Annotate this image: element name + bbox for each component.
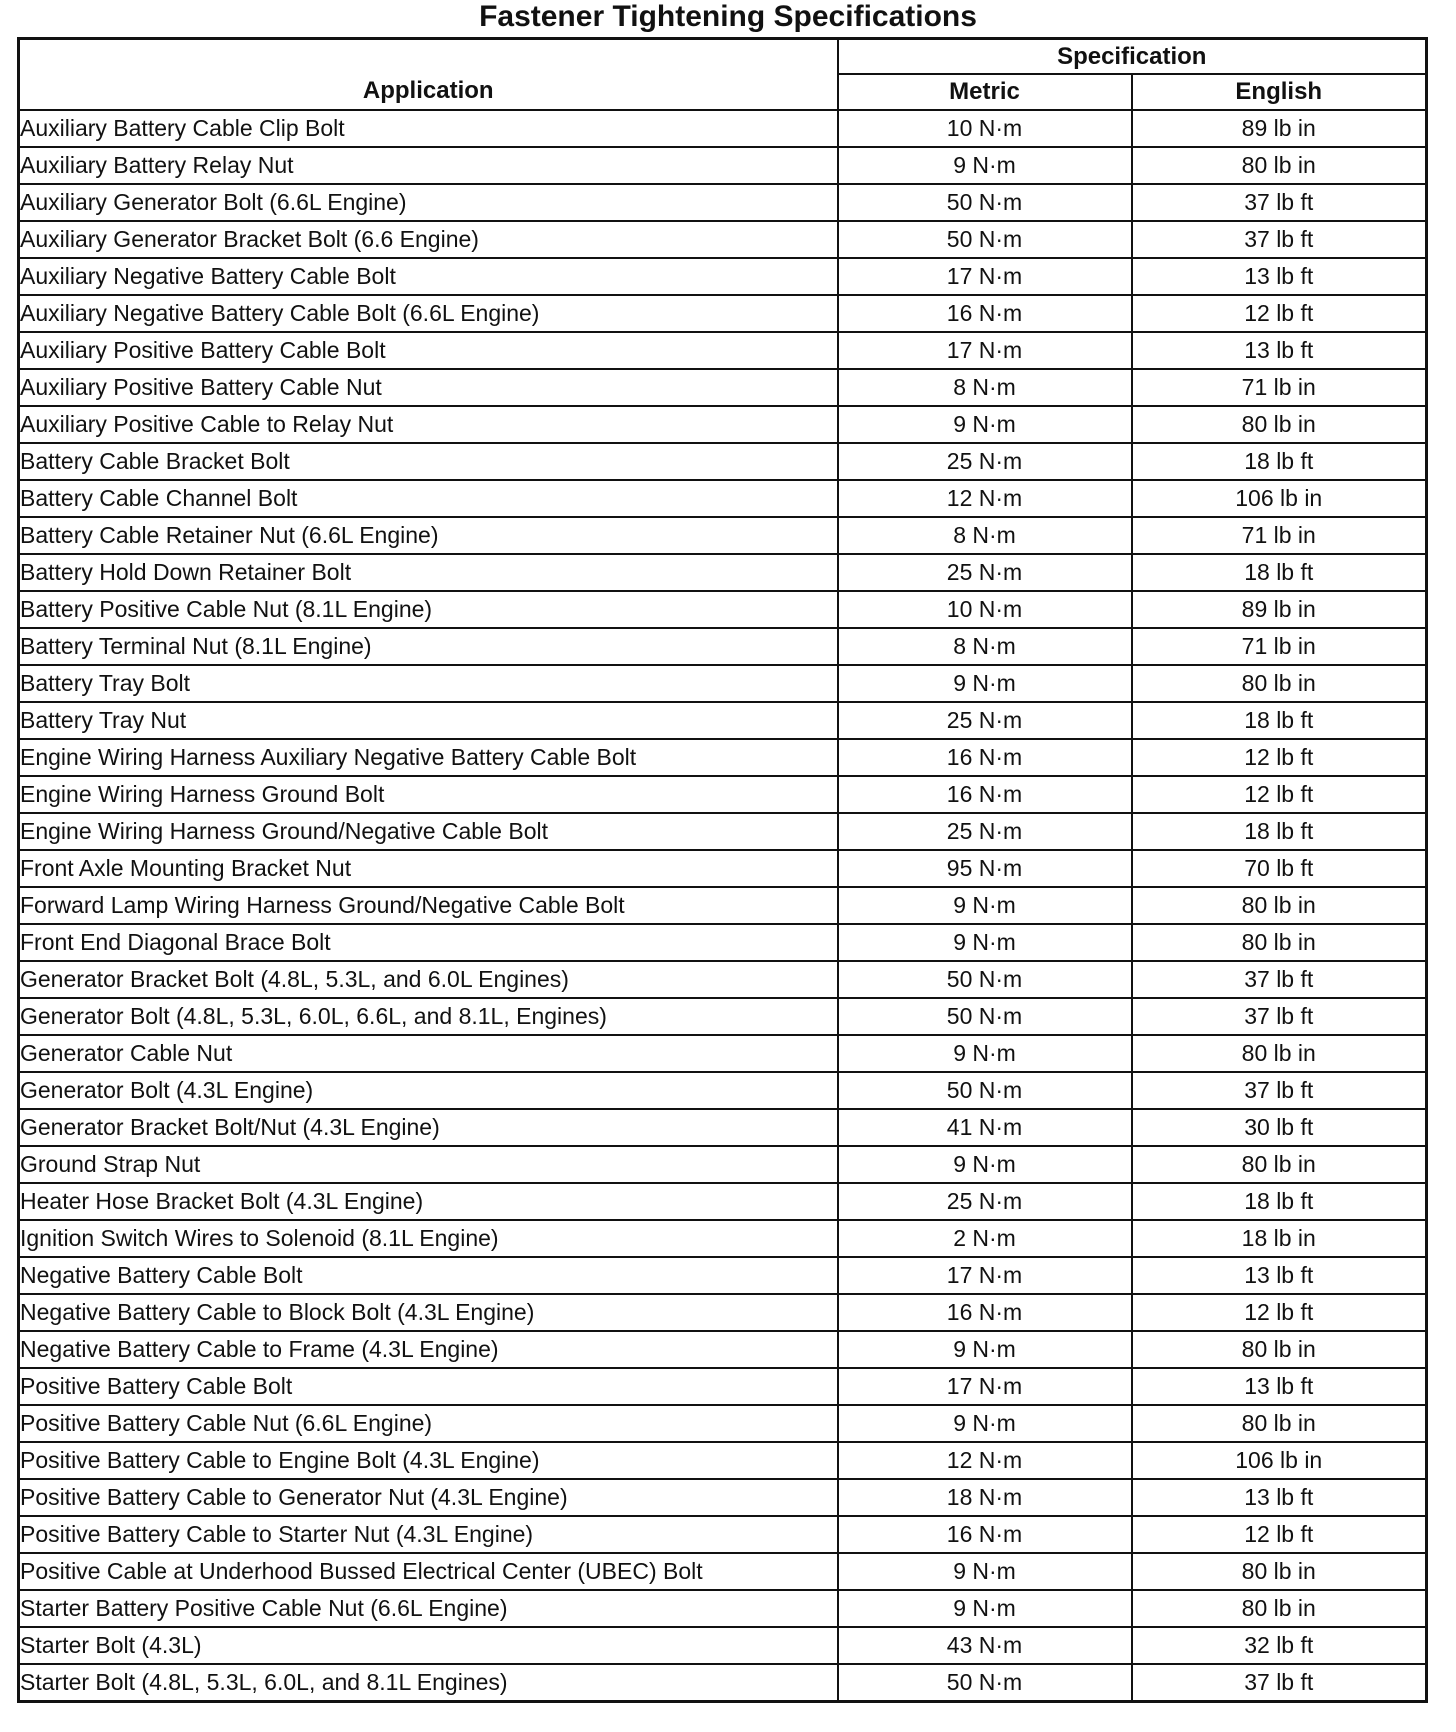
english-cell: 12 lb ft [1132,295,1427,332]
english-cell: 106 lb in [1132,1442,1427,1479]
english-cell: 18 lb ft [1132,702,1427,739]
table-row [19,332,1427,369]
application-cell: Auxiliary Positive Battery Cable Bolt [19,332,838,369]
english-cell: 12 lb ft [1132,1516,1427,1553]
application-cell: Negative Battery Cable to Block Bolt (4.3L Engine) [19,1294,838,1331]
application-cell: Battery Cable Retainer Nut (6.6L Engine) [19,517,838,554]
table-row [19,1220,1427,1257]
metric-cell: 17 N·m [838,332,1132,369]
application-cell: Front Axle Mounting Bracket Nut [19,850,838,887]
application-cell: Auxiliary Negative Battery Cable Bolt (6.6L Engine) [19,295,838,332]
table-row [19,739,1427,776]
table-row [19,998,1427,1035]
application-cell: Ignition Switch Wires to Solenoid (8.1L Engine) [19,1220,838,1257]
metric-cell: 9 N·m [838,406,1132,443]
table-row [19,850,1427,887]
application-cell: Engine Wiring Harness Ground/Negative Cable Bolt [19,813,838,850]
table-row [19,517,1427,554]
application-cell: Starter Bolt (4.8L, 5.3L, 6.0L, and 8.1L Engines) [19,1664,838,1702]
english-cell: 32 lb ft [1132,1627,1427,1664]
english-cell: 80 lb in [1132,406,1427,443]
table-row [19,1072,1427,1109]
english-cell: 37 lb ft [1132,221,1427,258]
application-cell: Battery Hold Down Retainer Bolt [19,554,838,591]
table-row [19,1405,1427,1442]
table-row [19,1294,1427,1331]
application-cell: Generator Bolt (4.3L Engine) [19,1072,838,1109]
metric-cell: 2 N·m [838,1220,1132,1257]
metric-cell: 25 N·m [838,1183,1132,1220]
table-row [19,1553,1427,1590]
table-header [19,39,1427,111]
table-row [19,1368,1427,1405]
metric-cell: 8 N·m [838,628,1132,665]
english-cell: 13 lb ft [1132,1479,1427,1516]
application-cell: Starter Bolt (4.3L) [19,1627,838,1664]
table-row [19,1146,1427,1183]
application-cell: Battery Tray Nut [19,702,838,739]
table-row [19,147,1427,184]
english-cell: 30 lb ft [1132,1109,1427,1146]
application-cell: Positive Battery Cable Nut (6.6L Engine) [19,1405,838,1442]
english-cell: 89 lb in [1132,591,1427,628]
application-cell: Auxiliary Generator Bracket Bolt (6.6 Engine) [19,221,838,258]
table-row [19,1590,1427,1627]
table-row [19,628,1427,665]
metric-cell: 10 N·m [838,110,1132,147]
header-row-top [19,39,1427,75]
english-cell: 12 lb ft [1132,739,1427,776]
metric-cell: 17 N·m [838,258,1132,295]
metric-cell: 16 N·m [838,1294,1132,1331]
table-row [19,776,1427,813]
application-cell: Auxiliary Negative Battery Cable Bolt [19,258,838,295]
table-row [19,1479,1427,1516]
application-cell: Auxiliary Positive Cable to Relay Nut [19,406,838,443]
english-cell: 89 lb in [1132,110,1427,147]
metric-cell: 16 N·m [838,776,1132,813]
metric-cell: 50 N·m [838,1664,1132,1702]
english-cell: 71 lb in [1132,628,1427,665]
application-cell: Generator Bracket Bolt/Nut (4.3L Engine) [19,1109,838,1146]
table-row [19,1442,1427,1479]
english-cell: 80 lb in [1132,1553,1427,1590]
english-cell: 13 lb ft [1132,1257,1427,1294]
english-cell: 18 lb in [1132,1220,1427,1257]
application-cell: Battery Tray Bolt [19,665,838,702]
english-cell: 80 lb in [1132,1331,1427,1368]
table-row [19,1627,1427,1664]
metric-cell: 9 N·m [838,1590,1132,1627]
english-cell: 13 lb ft [1132,258,1427,295]
application-cell: Negative Battery Cable to Frame (4.3L Engine) [19,1331,838,1368]
metric-cell: 50 N·m [838,998,1132,1035]
table-body [19,110,1427,1702]
table-row [19,221,1427,258]
english-cell: 37 lb ft [1132,998,1427,1035]
metric-cell: 12 N·m [838,480,1132,517]
application-cell: Battery Cable Bracket Bolt [19,443,838,480]
application-cell: Positive Battery Cable to Engine Bolt (4.3L Engine) [19,1442,838,1479]
application-cell: Battery Positive Cable Nut (8.1L Engine) [19,591,838,628]
english-cell: 106 lb in [1132,480,1427,517]
metric-cell: 10 N·m [838,591,1132,628]
english-cell: 13 lb ft [1132,1368,1427,1405]
metric-cell: 95 N·m [838,850,1132,887]
table-row [19,1035,1427,1072]
column-header-application: Application [19,39,838,111]
english-cell: 80 lb in [1132,665,1427,702]
table-row [19,443,1427,480]
application-cell: Auxiliary Positive Battery Cable Nut [19,369,838,406]
application-cell: Auxiliary Battery Relay Nut [19,147,838,184]
english-cell: 80 lb in [1132,887,1427,924]
metric-cell: 16 N·m [838,295,1132,332]
english-cell: 18 lb ft [1132,1183,1427,1220]
english-cell: 18 lb ft [1132,813,1427,850]
table-row [19,1331,1427,1368]
table-row [19,887,1427,924]
column-header-english: English [1132,74,1427,110]
metric-cell: 9 N·m [838,1331,1132,1368]
application-cell: Engine Wiring Harness Auxiliary Negative Battery Cable Bolt [19,739,838,776]
english-cell: 80 lb in [1132,1035,1427,1072]
english-cell: 37 lb ft [1132,1664,1427,1702]
table-row [19,369,1427,406]
metric-cell: 9 N·m [838,924,1132,961]
table-row [19,258,1427,295]
table-row [19,554,1427,591]
application-cell: Battery Cable Channel Bolt [19,480,838,517]
english-cell: 70 lb ft [1132,850,1427,887]
metric-cell: 18 N·m [838,1479,1132,1516]
metric-cell: 8 N·m [838,517,1132,554]
table-row [19,406,1427,443]
table-row [19,591,1427,628]
english-cell: 18 lb ft [1132,443,1427,480]
application-cell: Negative Battery Cable Bolt [19,1257,838,1294]
application-cell: Battery Terminal Nut (8.1L Engine) [19,628,838,665]
english-cell: 13 lb ft [1132,332,1427,369]
application-cell: Starter Battery Positive Cable Nut (6.6L Engine) [19,1590,838,1627]
application-cell: Generator Cable Nut [19,1035,838,1072]
table-row [19,110,1427,147]
table-row [19,184,1427,221]
metric-cell: 50 N·m [838,184,1132,221]
metric-cell: 9 N·m [838,1035,1132,1072]
application-cell: Auxiliary Battery Cable Clip Bolt [19,110,838,147]
table-row [19,1664,1427,1702]
fastener-spec-table [17,37,1428,1703]
application-cell: Positive Battery Cable to Generator Nut (4.3L Engine) [19,1479,838,1516]
application-cell: Generator Bolt (4.8L, 5.3L, 6.0L, 6.6L, and 8.1L, Engines) [19,998,838,1035]
metric-cell: 43 N·m [838,1627,1132,1664]
metric-cell: 9 N·m [838,665,1132,702]
metric-cell: 12 N·m [838,1442,1132,1479]
table-row [19,1183,1427,1220]
table-row [19,924,1427,961]
table-row [19,702,1427,739]
english-cell: 37 lb ft [1132,961,1427,998]
metric-cell: 25 N·m [838,554,1132,591]
english-cell: 12 lb ft [1132,776,1427,813]
metric-cell: 16 N·m [838,1516,1132,1553]
table-row [19,480,1427,517]
english-cell: 12 lb ft [1132,1294,1427,1331]
metric-cell: 50 N·m [838,961,1132,998]
metric-cell: 9 N·m [838,1553,1132,1590]
english-cell: 37 lb ft [1132,184,1427,221]
table-row [19,961,1427,998]
table-row [19,813,1427,850]
application-cell: Heater Hose Bracket Bolt (4.3L Engine) [19,1183,838,1220]
application-cell: Engine Wiring Harness Ground Bolt [19,776,838,813]
english-cell: 80 lb in [1132,147,1427,184]
application-cell: Forward Lamp Wiring Harness Ground/Negative Cable Bolt [19,887,838,924]
column-header-specification: Specification [838,39,1427,75]
column-header-metric: Metric [838,74,1132,110]
application-cell: Front End Diagonal Brace Bolt [19,924,838,961]
metric-cell: 9 N·m [838,1146,1132,1183]
metric-cell: 17 N·m [838,1368,1132,1405]
metric-cell: 16 N·m [838,739,1132,776]
application-cell: Generator Bracket Bolt (4.8L, 5.3L, and 6.0L Engines) [19,961,838,998]
application-cell: Positive Cable at Underhood Bussed Electrical Center (UBEC) Bolt [19,1553,838,1590]
english-cell: 37 lb ft [1132,1072,1427,1109]
metric-cell: 50 N·m [838,221,1132,258]
metric-cell: 41 N·m [838,1109,1132,1146]
table-row [19,1516,1427,1553]
page-title: Fastener Tightening Specifications [479,0,977,33]
table-row [19,295,1427,332]
english-cell: 71 lb in [1132,369,1427,406]
application-cell: Positive Battery Cable Bolt [19,1368,838,1405]
english-cell: 71 lb in [1132,517,1427,554]
metric-cell: 17 N·m [838,1257,1132,1294]
metric-cell: 50 N·m [838,1072,1132,1109]
english-cell: 80 lb in [1132,924,1427,961]
metric-cell: 9 N·m [838,1405,1132,1442]
application-cell: Auxiliary Generator Bolt (6.6L Engine) [19,184,838,221]
table-row [19,1257,1427,1294]
english-cell: 80 lb in [1132,1405,1427,1442]
table-row [19,665,1427,702]
metric-cell: 25 N·m [838,443,1132,480]
metric-cell: 9 N·m [838,147,1132,184]
application-cell: Ground Strap Nut [19,1146,838,1183]
metric-cell: 25 N·m [838,702,1132,739]
table-row [19,1109,1427,1146]
english-cell: 80 lb in [1132,1590,1427,1627]
metric-cell: 25 N·m [838,813,1132,850]
metric-cell: 8 N·m [838,369,1132,406]
english-cell: 80 lb in [1132,1146,1427,1183]
metric-cell: 9 N·m [838,887,1132,924]
application-cell: Positive Battery Cable to Starter Nut (4.3L Engine) [19,1516,838,1553]
english-cell: 18 lb ft [1132,554,1427,591]
